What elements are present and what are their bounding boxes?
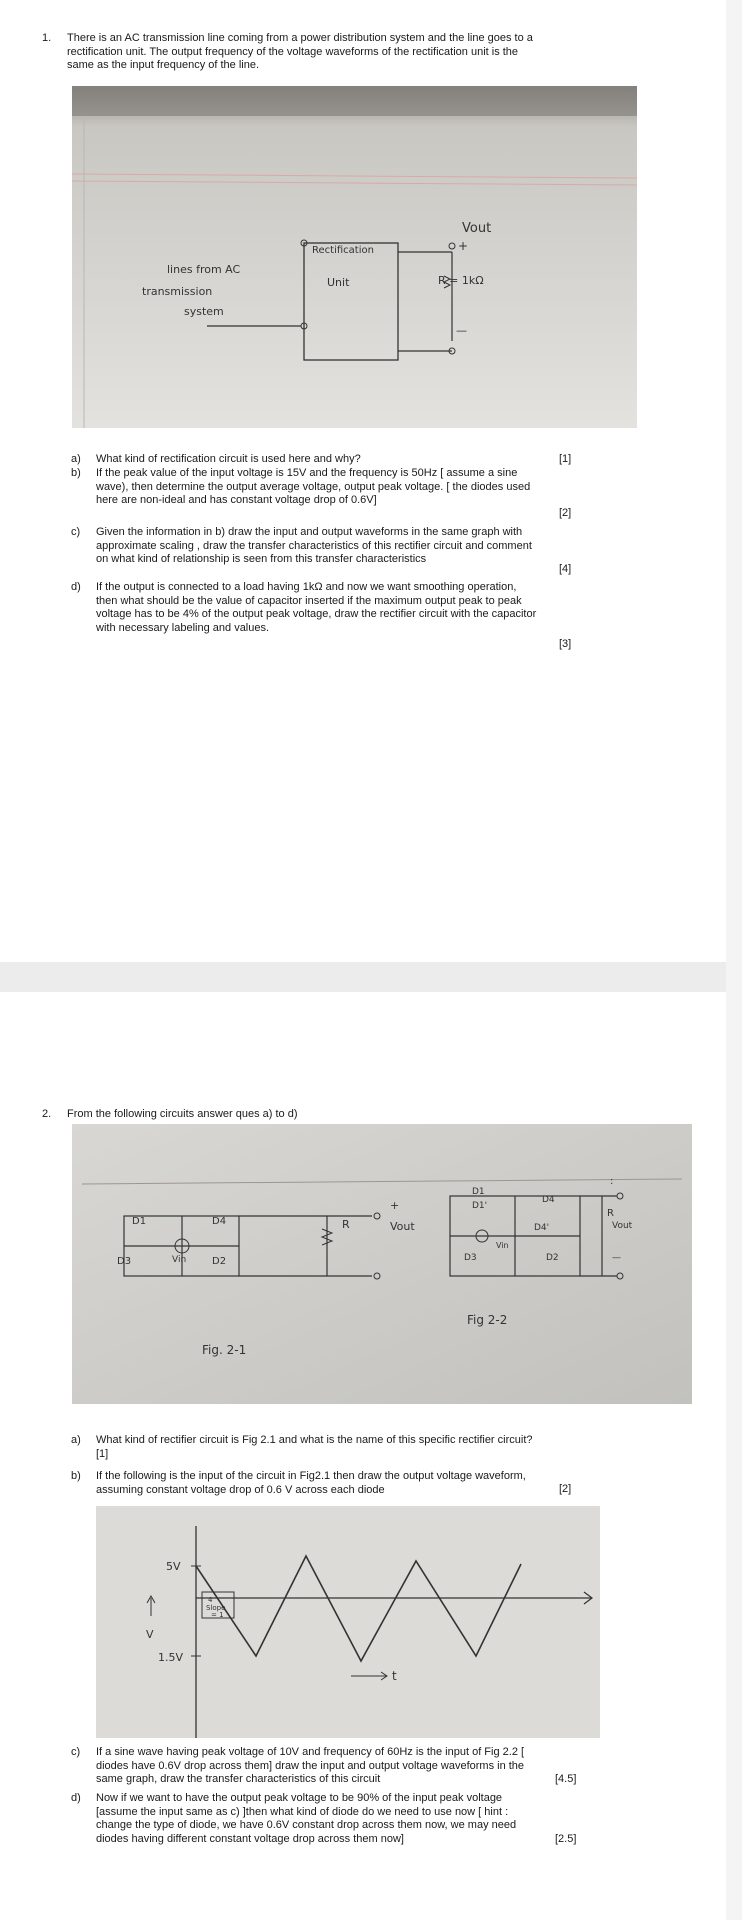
part-label: c)	[71, 1746, 81, 1758]
part-line: If the output is connected to a load having 1kΩ and now we want smoothing operation,	[96, 581, 517, 593]
d4b-label: D4	[542, 1195, 555, 1205]
part-line: approximate scaling , draw the transfer characteristics of this rectifier circuit and comment	[96, 539, 532, 552]
question-2-stem	[67, 1108, 297, 1122]
d4-label: D4	[212, 1216, 227, 1227]
part-label: b)	[71, 1470, 81, 1482]
q1-part-c-marks: [4]	[559, 563, 572, 575]
question-1-stem	[67, 32, 533, 73]
unit-label: Unit	[327, 276, 350, 289]
question-2-number: 2.	[42, 1108, 52, 1120]
resistor-label: R = 1kΩ	[438, 274, 484, 287]
plus-label: +	[458, 239, 469, 253]
part-label: a)	[71, 1434, 81, 1446]
question-2-stem-line: From the following circuits answer ques a) to d)	[67, 1108, 298, 1120]
photo-shadow	[72, 86, 637, 116]
question-1-stem-line: There is an AC transmission line coming from a power distribution system and the line goes to a	[67, 32, 533, 44]
part-text	[96, 1746, 524, 1787]
system-label: system	[184, 305, 224, 318]
part-line: Now if we want to have the output peak voltage to be 90% of the input peak voltage	[96, 1792, 503, 1804]
page-2	[0, 992, 726, 1920]
slope-num-label: 4	[208, 1596, 213, 1604]
part-line: What kind of rectification circuit is used here and why?	[96, 453, 361, 465]
question-1-number: 1.	[42, 32, 52, 44]
part-line: then what should be the value of capacitor inserted if the maximum output peak to peak	[96, 594, 522, 607]
part-line: with necessary labeling and values.	[96, 621, 270, 634]
fig22-label: Fig 2-2	[467, 1313, 508, 1327]
part-line: same graph, draw the transfer characteristics of this circuit	[96, 1773, 381, 1785]
rb-label: R	[607, 1208, 614, 1219]
figure-2-photo	[72, 1124, 692, 1404]
paper-background	[72, 86, 637, 428]
vinb-label: Vin	[496, 1241, 509, 1250]
vout-label: Vout	[462, 221, 492, 236]
r-label: R	[342, 1218, 350, 1231]
vout-label: Vout	[390, 1220, 415, 1233]
part-text	[96, 581, 536, 635]
part-label: a)	[71, 453, 81, 465]
part-label: c)	[71, 526, 81, 538]
paper-background	[96, 1506, 600, 1738]
question-1-stem-line: same as the input frequency of the line.	[67, 59, 260, 71]
part-line: If the peak value of the input voltage is 15V and the frequency is 50Hz [ assume a sine	[96, 467, 518, 479]
part-line: diodes having different constant voltage drop across them now]	[96, 1832, 404, 1845]
q2-part-d-marks: [2.5]	[555, 1833, 577, 1845]
colon-label: :	[610, 1176, 614, 1187]
part-label: b)	[71, 467, 81, 479]
v-axis-label: V	[146, 1628, 154, 1641]
d3-label: D3	[117, 1256, 132, 1267]
ymin-label: 1.5V	[158, 1651, 184, 1664]
minusb-label: —	[612, 1253, 621, 1263]
part-line: voltage has to be 4% of the output peak voltage, draw the rectifier circuit with the capacitor	[96, 608, 537, 620]
figure-1-svg	[72, 86, 637, 428]
part-line: here are non-ideal and has constant voltage drop of 0.6V]	[96, 494, 377, 506]
part-label: d)	[71, 581, 81, 593]
transmission-label: transmission	[142, 285, 213, 298]
right-gutter	[726, 0, 742, 1920]
q2-part-b-marks: [2]	[559, 1483, 572, 1495]
vin-label: Vin	[172, 1255, 187, 1265]
part-line: assuming constant voltage drop of 0.6 V across each diode	[96, 1483, 385, 1496]
fig21-label: Fig. 2-1	[202, 1343, 247, 1357]
plus-label: +	[390, 1199, 400, 1212]
part-line: [assume the input same as c) ]then what kind of diode do we need to use now [ hint :	[96, 1805, 509, 1818]
part-line: Given the information in b) draw the input and output waveforms in the same graph with	[96, 526, 523, 538]
figure-1-photo	[72, 86, 637, 428]
part-text	[96, 467, 530, 508]
t-axis-label: t	[392, 1669, 397, 1683]
part-label: d)	[71, 1792, 81, 1804]
page-1	[0, 0, 726, 962]
d1p-label: D1'	[472, 1201, 488, 1211]
part-line: If the following is the input of the circuit in Fig2.1 then draw the output voltage waveform,	[96, 1470, 526, 1482]
part-line: on what kind of relationship is seen from this transfer characteristics	[96, 553, 427, 565]
part-line: wave), then determine the output average voltage, output peak voltage. [ the diodes used	[96, 480, 531, 493]
part-line: change the type of diode, we have 0.6V constant drop across them now, we may need	[96, 1819, 517, 1831]
part-line: What kind of rectifier circuit is Fig 2.1 and what is the name of this specific rectifier circuit?	[96, 1434, 533, 1446]
d1b-label: D1	[472, 1187, 485, 1197]
paper-background	[72, 1124, 692, 1404]
voutb-label: Vout	[612, 1221, 633, 1231]
rectification-label: Rectification	[312, 245, 374, 256]
q1-part-d-marks: [3]	[559, 638, 572, 650]
q2-part-c-marks: [4.5]	[555, 1773, 577, 1785]
slope-value-label: = 1	[211, 1611, 224, 1619]
d2-label: D2	[212, 1256, 227, 1267]
ymax-label: 5V	[166, 1560, 181, 1573]
part-text	[96, 1792, 516, 1846]
part-line: If a sine wave having peak voltage of 10V and frequency of 60Hz is the input of Fig 2.2 [	[96, 1746, 525, 1758]
q1-part-b-marks: [2]	[559, 507, 572, 519]
part-line: diodes have 0.6V drop across them] draw the input and output voltage waveforms in the	[96, 1759, 525, 1772]
part-text	[96, 453, 361, 467]
slope-label: Slope	[206, 1604, 226, 1612]
q1-part-a-marks: [1]	[559, 453, 572, 465]
part-text	[96, 1434, 533, 1461]
part-line: [1]	[96, 1447, 109, 1460]
lines-from-ac-label: lines from AC	[167, 263, 241, 276]
part-text	[96, 1470, 526, 1497]
d1-label: D1	[132, 1216, 147, 1227]
part-text	[96, 526, 532, 567]
waveform-svg	[96, 1506, 600, 1738]
d4p-label: D4'	[534, 1223, 550, 1233]
waveform-photo	[96, 1506, 600, 1738]
minus-label: —	[456, 324, 467, 337]
figure-2-svg	[72, 1124, 692, 1404]
d3b-label: D3	[464, 1253, 477, 1263]
d2b-label: D2	[546, 1253, 559, 1263]
question-1-stem-line: rectification unit. The output frequency of the voltage waveforms of the rectification unit is the	[67, 45, 519, 58]
